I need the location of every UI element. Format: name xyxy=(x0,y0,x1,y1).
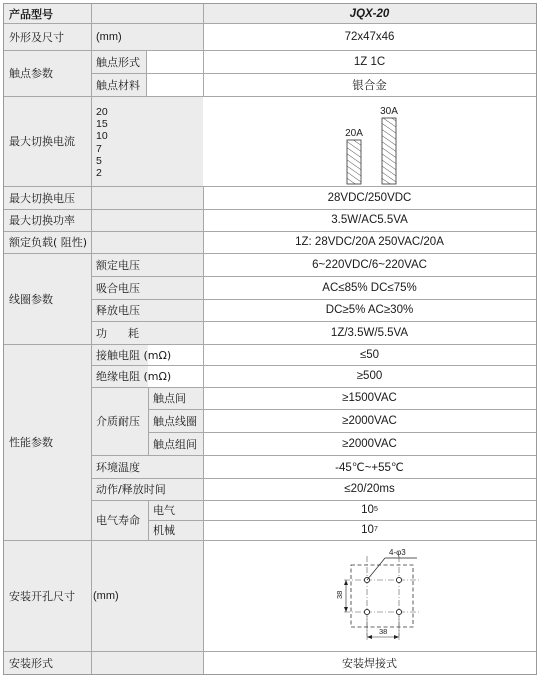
max-voltage-value: 28VDC/250VDC xyxy=(327,191,412,204)
dim-horizontal: 38 xyxy=(379,627,388,636)
spec-table xyxy=(3,3,537,675)
mechanical-life-value: 10 7 xyxy=(361,524,378,536)
dielectric-label: 介质耐压 xyxy=(96,415,140,428)
mounting-label: 安装形式 xyxy=(9,656,53,670)
insulation-resistance-label: 绝缘电阻 (mΩ) xyxy=(96,370,172,383)
current-bar-30A xyxy=(382,118,396,184)
dielectric-contact-groups-label: 触点组间 xyxy=(153,437,197,451)
contact-material-label: 触点材料 xyxy=(96,78,140,92)
dimensions-value: 72x47x46 xyxy=(344,30,395,43)
scale-tick: 7 xyxy=(96,143,102,155)
scale-tick: 5 xyxy=(96,155,102,167)
action-time-label: 动作/释放时间 xyxy=(96,483,166,496)
life-label: 电气寿命 xyxy=(96,514,140,527)
scale-tick: 15 xyxy=(96,118,108,130)
contact-resistance-value: ≤50 xyxy=(359,348,380,361)
coil-power-value: 1Z/3.5W/5.5VA xyxy=(330,326,409,339)
scale-tick: 2 xyxy=(96,167,102,179)
mechanical-life-label: 机械 xyxy=(153,524,175,537)
hole-bottom-right xyxy=(396,609,401,614)
dielectric-contacts-value: ≥1500VAC xyxy=(342,392,397,404)
dielectric-contact-coil-label: 触点线圈 xyxy=(153,414,197,428)
max-voltage-label: 最大切换电压 xyxy=(9,191,75,205)
current-scale xyxy=(91,96,203,186)
rated-load-value: 1Z: 28VDC/20A 250VAC/20A xyxy=(295,236,444,248)
electrical-life-value: 10 5 xyxy=(361,504,378,516)
rated-load-label: 额定负载( 阻性) xyxy=(9,236,88,249)
coil-pickup-voltage-label: 吸合电压 xyxy=(96,281,140,295)
hole-bottom-left xyxy=(364,609,369,614)
scale-tick: 10 xyxy=(96,130,108,142)
max-power-value: 3.5W/AC5.5VA xyxy=(331,214,408,226)
contact-label: 触点参数 xyxy=(9,67,53,80)
current-bar-label: 30A xyxy=(380,106,398,117)
performance-label: 性能参数 xyxy=(9,436,53,449)
dielectric-contacts-label: 触点间 xyxy=(153,392,186,405)
mounting-value: 安装焊接式 xyxy=(342,656,397,670)
dimensions-unit: (mm) xyxy=(96,30,122,43)
contact-form-value: 1Z 1C xyxy=(353,55,386,68)
current-bar-label: 20A xyxy=(345,128,363,139)
current-bar-20A xyxy=(347,140,361,184)
scale-tick: 20 xyxy=(96,106,108,118)
dielectric-contact-groups-value: ≥2000VAC xyxy=(342,437,397,450)
current-bars-chart xyxy=(203,96,536,186)
electrical-life-label: 电气 xyxy=(153,504,175,517)
dim-vertical: 38 xyxy=(335,590,344,599)
coil-power-label: 功 耗 xyxy=(96,326,139,340)
contact-resistance-label: 接触电阻 (mΩ) xyxy=(96,348,172,362)
dielectric-contact-coil-value: ≥2000VAC xyxy=(342,414,397,427)
max-power-label: 最大切换功率 xyxy=(9,214,75,227)
dimensions-label: 外形及尺寸 xyxy=(9,30,64,44)
coil-label: 线圈参数 xyxy=(9,292,53,306)
coil-release-voltage-value: DC≥5% AC≥30% xyxy=(325,304,414,316)
action-time-value: ≤20/20ms xyxy=(344,483,395,495)
coil-rated-voltage-label: 额定电压 xyxy=(96,258,140,272)
insulation-resistance-value: ≥500 xyxy=(356,370,383,382)
coil-release-voltage-label: 释放电压 xyxy=(96,304,140,317)
temperature-value: -45℃~+55℃ xyxy=(335,461,404,474)
mounting-hole-unit: (mm) xyxy=(93,589,119,602)
max-current-label: 最大切换电流 xyxy=(9,135,75,148)
temperature-label: 环境温度 xyxy=(96,460,140,474)
mounting-hole-drawing xyxy=(203,540,536,651)
contact-form-label: 触点形式 xyxy=(96,55,140,69)
model-value: JQX-20 xyxy=(349,7,390,20)
contact-material-value: 银合金 xyxy=(352,79,387,92)
hole-top-right xyxy=(396,577,401,582)
mounting-hole-label: 安装开孔尺寸 xyxy=(9,589,75,603)
coil-rated-voltage-value: 6~220VDC/6~220VAC xyxy=(312,258,427,271)
holes-annotation: 4-φ3 xyxy=(389,548,406,557)
header-label: 产品型号 xyxy=(9,7,53,21)
coil-pickup-voltage-value: AC≤85% DC≤75% xyxy=(322,281,417,294)
